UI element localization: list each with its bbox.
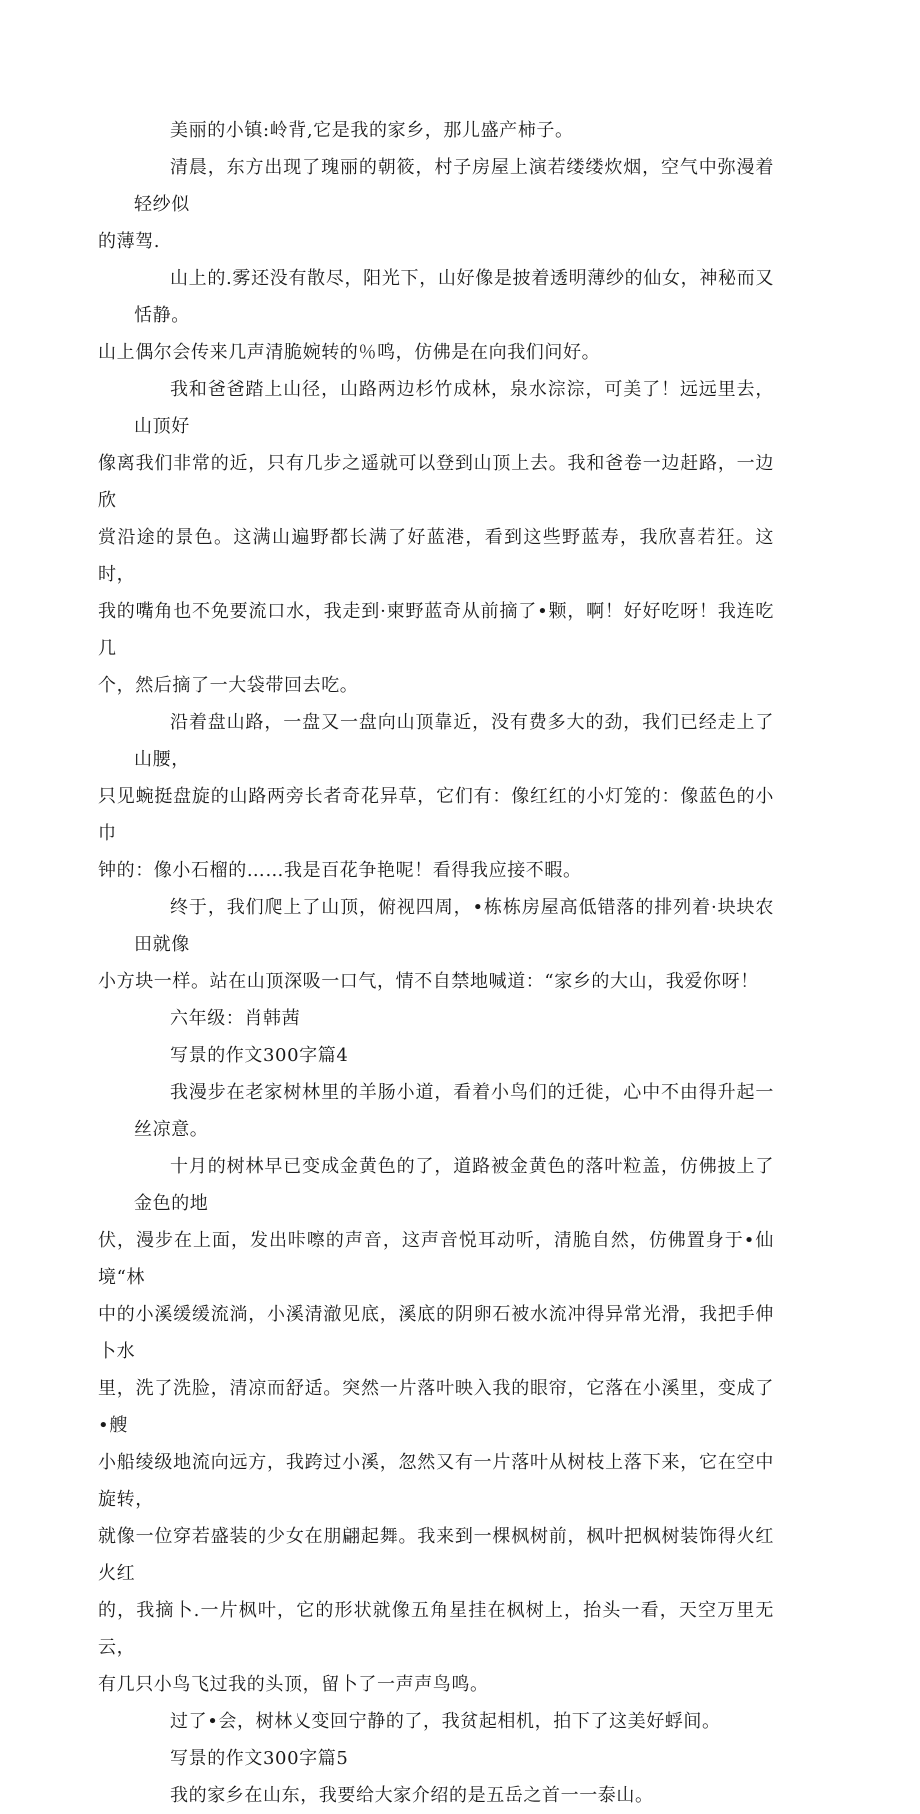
text-line: 写景的作文300字篇5 (170, 1748, 349, 1769)
text-line: 像离我们非常的近，只有几步之遥就可以登到山顶上去。我和爸卷一边赶路，一边欣 (98, 453, 774, 511)
author-line (134, 1000, 774, 1037)
text-line: 我和爸爸踏上山径，山路两边杉竹成林，泉水淙淙，可美了！远远里去，山顶好 (134, 379, 774, 437)
text-line: 清晨，东方出现了瑰丽的朝筱，村子房屋上演若缕缕炊烟，空气中弥漫着轻纱似 (134, 157, 774, 215)
paragraph-summit (98, 889, 774, 1000)
text-line: 六年级：肖韩茜 (170, 1008, 301, 1029)
paragraph-hometown-intro (134, 112, 774, 149)
text-line: 个，然后摘了一大袋带回去吃。 (98, 675, 359, 696)
text-line: 小方块一样。站在山顶深吸一口气，情不自禁地喊道：“家乡的大山，我爱你呀！ (98, 971, 759, 992)
paragraph-taishan (134, 1777, 774, 1814)
section-heading-4 (134, 1037, 774, 1074)
text-line: 十月的树林早已变成金黄色的了，道路被金黄色的落叶粒盖，仿佛披上了金色的地 (134, 1156, 774, 1214)
text-line: 美丽的小镇:岭背,它是我的家乡，那儿盛产柿子。 (170, 120, 574, 141)
text-line: 山上偶尔会传来几声清脆婉转的％鸣，仿佛是在向我们问好。 (98, 342, 601, 363)
text-line: 就像一位穿若盛装的少女在朋翩起舞。我来到一棵枫树前，枫叶把枫树装饰得火红火红 (98, 1526, 774, 1584)
text-line: 只见蜿挺盘旋的山路两旁长者奇花异草，它们有：像红红的小灯笼的：像蓝色的小巾 (98, 786, 774, 844)
text-line: 我的嘴角也不免要流口水，我走到·柬野蓝奇从前摘了•颗，啊！好好吃呀！我连吃几 (98, 601, 774, 659)
paragraph-october-forest (98, 1148, 774, 1703)
paragraph-forest-quiet (134, 1703, 774, 1740)
text-line: 有几只小鸟飞过我的头顶，留卜了一声声鸟鸣。 (98, 1674, 489, 1695)
text-line: 的，我摘卜.一片枫叶，它的形状就像五角星挂在枫树上，抬头一看，天空万里无云， (98, 1600, 774, 1658)
text-line: 写景的作文300字篇4 (170, 1045, 349, 1066)
text-line: 里，洗了洗脸，清凉而舒适。突然一片落叶映入我的眼帘，它落在小溪里，变成了•艘 (98, 1378, 774, 1436)
paragraph-forest-walk (134, 1074, 774, 1148)
document-body (98, 112, 774, 1814)
paragraph-morning (98, 149, 774, 260)
text-line: 赏沿途的景色。这满山遍野都长满了好蓝港，看到这些野蓝寿，我欣喜若狂。这时， (98, 527, 774, 585)
text-line: 的薄驾. (98, 231, 161, 252)
text-line: 中的小溪缓缓流淌，小溪清澈见底，溪底的阴卵石被水流冲得异常光滑，我把手伸卜水 (98, 1304, 774, 1362)
text-line: 伏，漫步在上面，发出咔嚓的声音，这声音悦耳动听，清脆自然，仿佛置身于•仙境“林 (98, 1230, 774, 1288)
text-line: 小船绫级地流向远方，我跨过小溪，忽然又有一片落叶从树枝上落下来，它在空中旋转， (98, 1452, 774, 1510)
paragraph-mountain-mist (98, 260, 774, 371)
paragraph-mountain-path (98, 371, 774, 704)
text-line: 钟的：像小石榴的……我是百花争艳呢！看得我应接不暇。 (98, 860, 582, 881)
text-line: 我的家乡在山东，我要给大家介绍的是五岳之首一一泰山。 (170, 1785, 654, 1806)
paragraph-winding-road (98, 704, 774, 889)
section-heading-5 (134, 1740, 774, 1777)
text-line: 山上的.雾还没有散尽，阳光下，山好像是披着透明薄纱的仙女，神秘而又恬静。 (134, 268, 774, 326)
text-line: 过了•会，树林乂变回宁静的了，我贫起相机，拍下了这美好蜉间。 (170, 1711, 721, 1732)
text-line: 终于，我们爬上了山顶，俯视四周，•栋栋房屋高低错落的排列着·块块农田就像 (134, 897, 774, 955)
text-line: 沿着盘山路，一盘又一盘向山顶靠近，没有费多大的劲，我们已经走上了山腰， (134, 712, 774, 770)
text-line: 我漫步在老家树林里的羊肠小道，看着小鸟们的迁徙，心中不由得升起一丝凉意。 (134, 1082, 774, 1140)
